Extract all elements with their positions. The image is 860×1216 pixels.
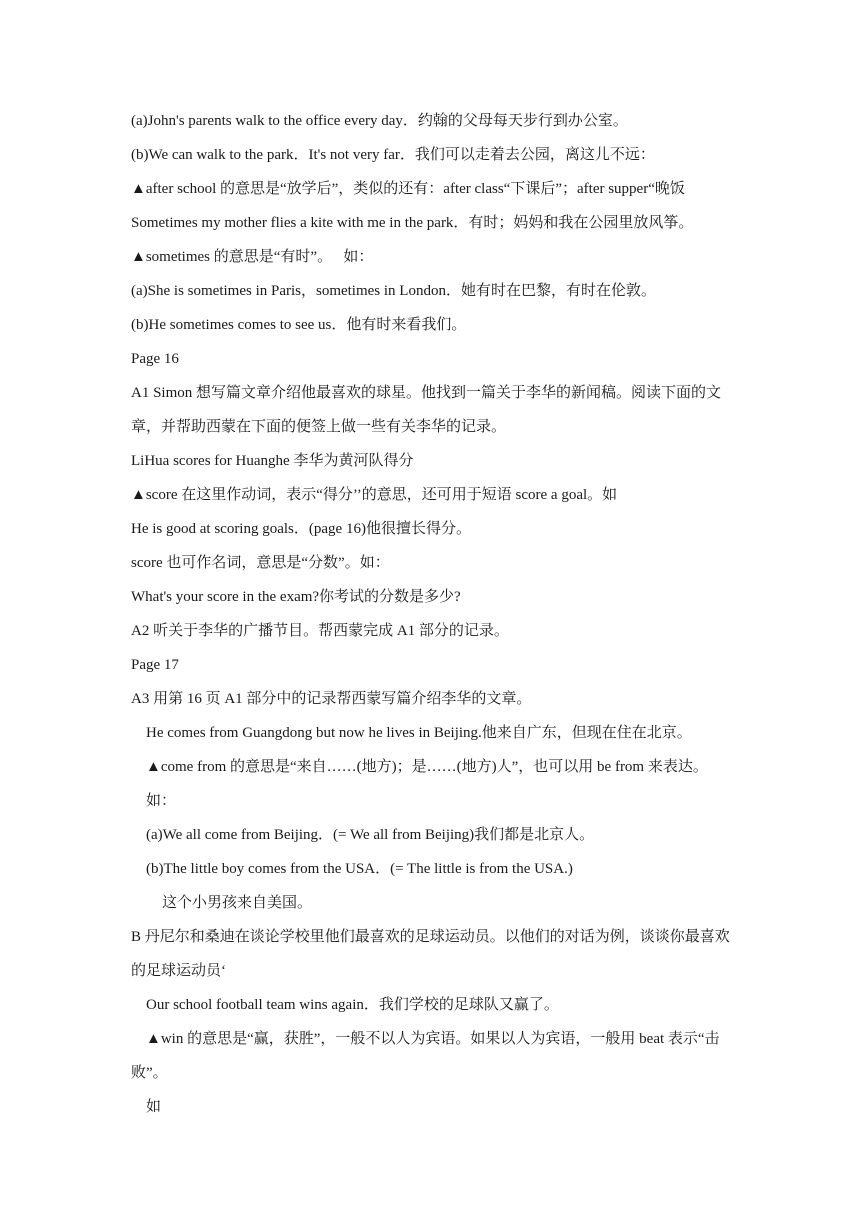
text-line: A3 用第 16 页 A1 部分中的记录帮西蒙写篇介绍李华的文章。 xyxy=(131,691,532,707)
page-heading: Page 16 xyxy=(131,351,179,367)
text-line: Sometimes my mother flies a kite with me in the park．有时；妈妈和我在公园里放风筝。 xyxy=(131,215,694,231)
text-line: ▲come from 的意思是“来自……(地方)；是……(地方)人”，也可以用 be from 来表达。 xyxy=(146,759,708,775)
text-line: (b)The little boy comes from the USA．(= The little is from the USA.) xyxy=(146,861,573,877)
text-line: ▲score 在这里作动词，表示“得分’’的意思，还可用于短语 score a goal。如 xyxy=(131,487,618,503)
text-line: LiHua scores for Huanghe 李华为黄河队得分 xyxy=(131,453,414,469)
text-line: Our school football team wins again．我们学校的足球队又赢了。 xyxy=(146,997,559,1013)
text-line: (a)She is sometimes in Paris，sometimes in London．她有时在巴黎，有时在伦敦。 xyxy=(131,283,656,299)
text-line: (a)We all come from Beijing．(= We all from Beijing)我们都是北京人。 xyxy=(146,827,595,843)
text-line: He comes from Guangdong but now he lives in Beijing.他来自广东，但现在住在北京。 xyxy=(146,725,692,741)
text-line: 如 xyxy=(146,1099,162,1115)
text-line: 章，并帮助西蒙在下面的便签上做一些有关李华的记录。 xyxy=(131,419,507,435)
text-line: score 也可作名词，意思是“分数”。如： xyxy=(131,555,390,571)
text-line: 败”。 xyxy=(131,1065,168,1081)
text-line: ▲after school 的意思是“放学后”，类似的还有：after class“下课后”；after supper“晚饭 xyxy=(131,181,685,197)
text-line: A1 Simon 想写篇文章介绍他最喜欢的球星。他找到一篇关于李华的新闻稿。阅读下面的文 xyxy=(131,385,722,401)
text-line: (b)He sometimes comes to see us．他有时来看我们。 xyxy=(131,317,467,333)
text-line: 的足球运动员‘ xyxy=(131,963,226,979)
text-line: A2 听关于李华的广播节目。帮西蒙完成 A1 部分的记录。 xyxy=(131,623,509,639)
text-line: B 丹尼尔和桑迪在谈论学校里他们最喜欢的足球运动员。以他们的对话为例，谈谈你最喜欢 xyxy=(131,929,730,945)
text-line: ▲sometimes 的意思是“有时”。 如： xyxy=(131,249,374,265)
text-line: 如： xyxy=(146,793,177,809)
text-line: 这个小男孩来自美国。 xyxy=(162,895,313,911)
text-line: What's your score in the exam?你考试的分数是多少? xyxy=(131,589,461,605)
page-heading: Page 17 xyxy=(131,657,179,673)
text-line: (b)We can walk to the park．It's not very far．我们可以走着去公园，离这儿不远： xyxy=(131,147,655,163)
text-line: He is good at scoring goals．(page 16)他很擅长得分。 xyxy=(131,521,471,537)
text-line: ▲win 的意思是“赢，获胜”，一般不以人为宾语。如果以人为宾语，一般用 beat 表示“击 xyxy=(146,1031,720,1047)
text-line: (a)John's parents walk to the office every day．约翰的父母每天步行到办公室。 xyxy=(131,113,628,129)
